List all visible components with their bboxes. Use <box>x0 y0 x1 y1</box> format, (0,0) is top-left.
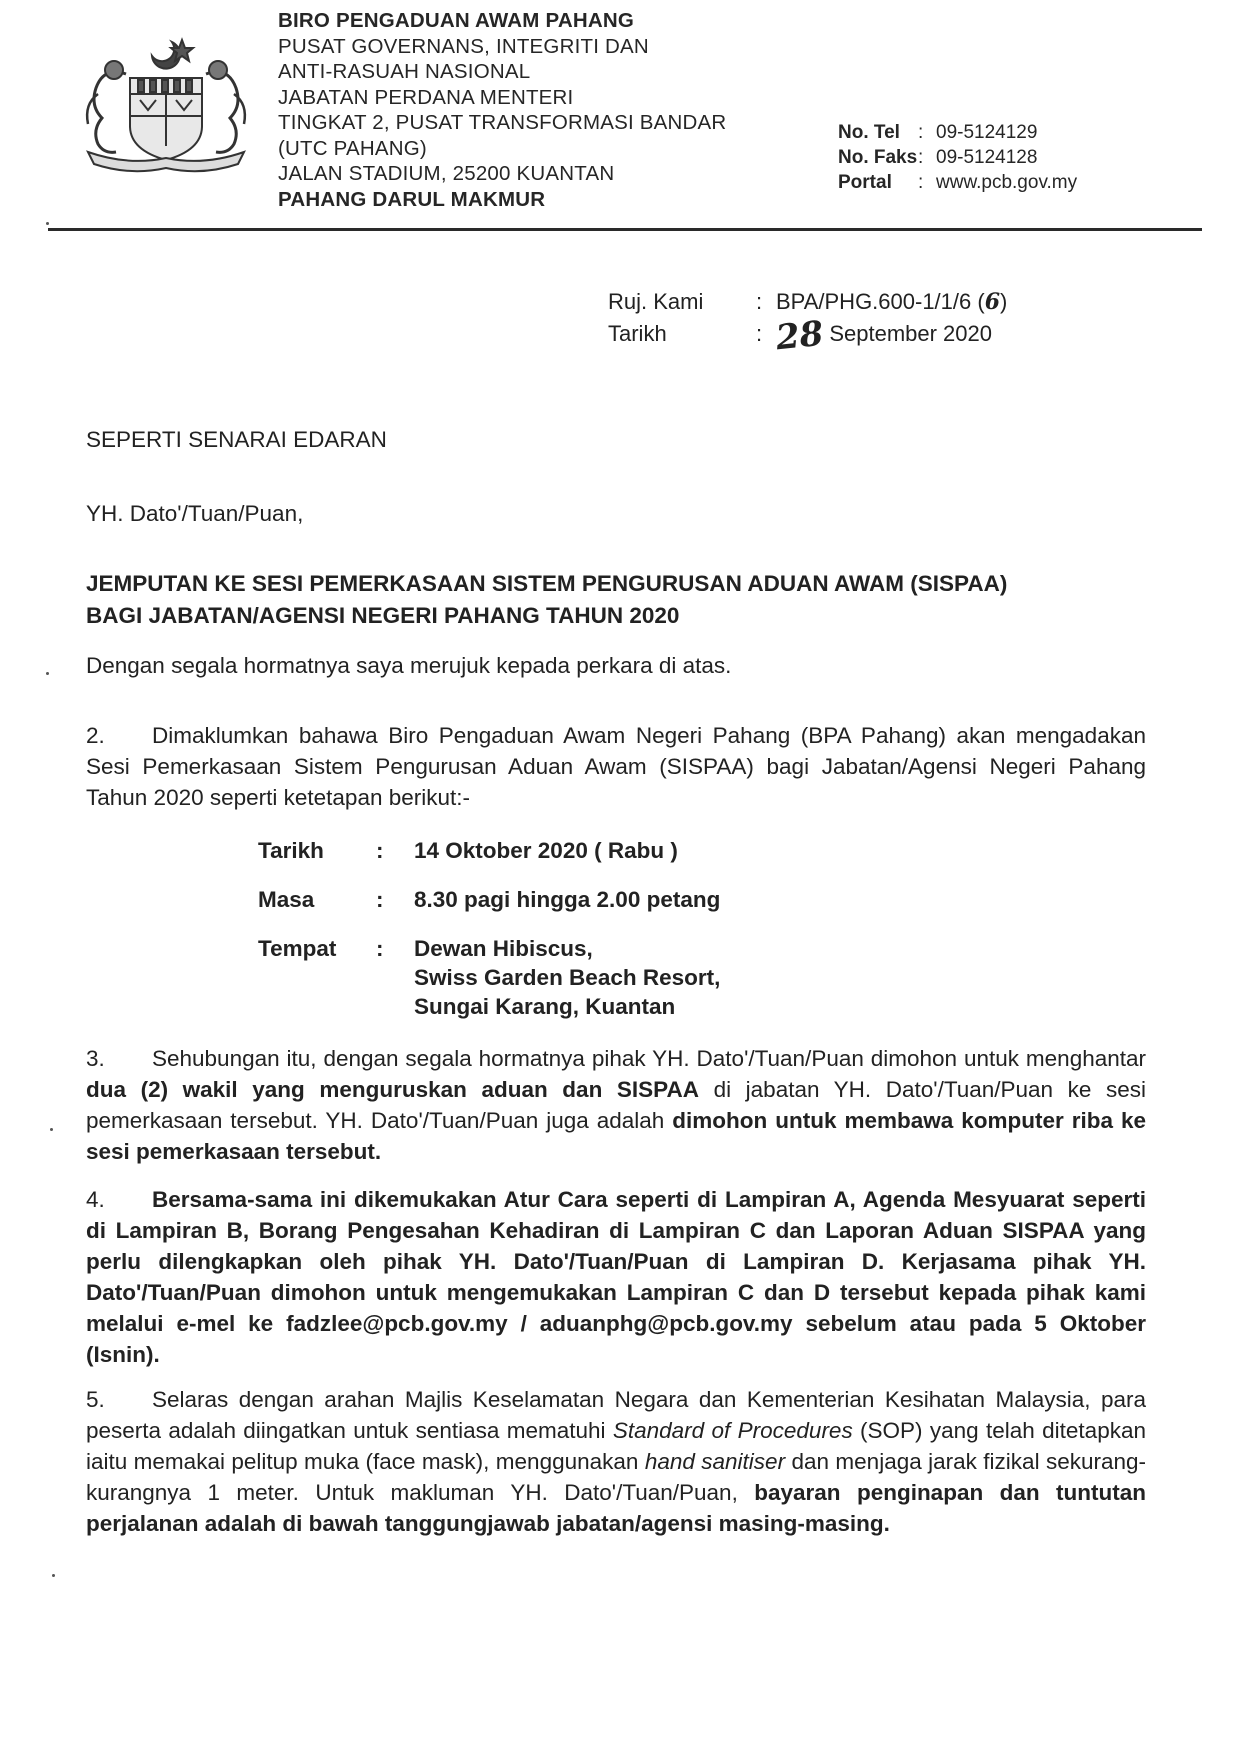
org-line: PUSAT GOVERNANS, INTEGRITI DAN <box>278 34 649 58</box>
org-state: PAHANG DARUL MAKMUR <box>278 187 546 211</box>
emphasis: bayaran penginapan dan tuntutan perjalanan adalah di bawah tanggungjawab jabatan/agensi masing-masing. <box>86 1480 1146 1536</box>
letter-subject <box>86 568 1154 632</box>
separator: : <box>376 887 384 912</box>
paragraph-text: Dimaklumkan bahawa Biro Pengaduan Awam Negeri Pahang (BPA Pahang) akan mengadakan Sesi Pemerkasaan Sistem Pengurusan Aduan Awam (SISPAA) bagi Jabatan/Agensi Negeri Pahang Tahun 2020 seperti ketetapan berikut:- <box>86 723 1146 810</box>
intro-paragraph: Dengan segala hormatnya saya merujuk kepada perkara di atas. <box>86 653 732 678</box>
portal-label: Portal <box>838 172 892 193</box>
italic-term: Standard of Procedures <box>612 1418 853 1443</box>
separator: : <box>376 936 384 961</box>
letterhead-divider <box>48 228 1202 231</box>
reference-block <box>608 286 1008 359</box>
org-line: ANTI-RASUAH NASIONAL <box>278 60 531 83</box>
detail-value: 8.30 pagi hingga 2.00 petang <box>414 887 721 912</box>
date-row <box>608 313 1007 359</box>
reference-row <box>608 286 1007 318</box>
paragraph-number: 3. <box>86 1046 105 1071</box>
scan-speck <box>46 672 49 675</box>
emphasis: dua (2) wakil yang menguruskan aduan dan SISPAA <box>86 1077 699 1102</box>
detail-venue <box>258 934 720 1021</box>
detail-label: Tarikh <box>258 838 324 863</box>
tel-value: 09-5124129 <box>936 122 1038 143</box>
fax-label: No. Faks <box>838 147 918 168</box>
detail-time <box>258 885 720 914</box>
separator: : <box>756 289 763 314</box>
org-line: (UTC PAHANG) <box>278 136 427 160</box>
handwritten-day: 28 <box>774 313 826 359</box>
separator: : <box>756 321 763 346</box>
ref-value: BPA/PHG.600-1/1/6 (6) <box>776 289 1008 315</box>
date-value: 28 September 2020 <box>774 313 992 359</box>
detail-value: 14 Oktober 2020 ( Rabu ) <box>414 838 678 863</box>
paragraph-number: 2. <box>86 723 105 748</box>
paragraph-number: 5. <box>86 1387 105 1412</box>
scan-speck <box>52 1574 55 1577</box>
emphasis: dimohon untuk membawa komputer riba ke sesi pemerkasaan tersebut. <box>86 1108 1146 1164</box>
contact-portal <box>838 170 1077 195</box>
detail-value: Dewan Hibiscus, Swiss Garden Beach Resort, Sungai Karang, Kuantan <box>414 936 721 1019</box>
org-line: JABATAN PERDANA MENTERI <box>278 85 574 109</box>
paragraph-2 <box>86 720 1146 813</box>
paragraph-4 <box>86 1184 1146 1370</box>
paragraph-number: 4. <box>86 1187 105 1212</box>
recipient-heading: SEPERTI SENARAI EDARAN <box>86 427 387 452</box>
date-label: Tarikh <box>608 321 667 346</box>
scan-speck <box>50 1128 53 1131</box>
event-details <box>258 836 720 1021</box>
detail-label: Masa <box>258 887 315 912</box>
org-line: JALAN STADIUM, 25200 KUANTAN <box>278 162 615 185</box>
handwritten-ref-number: 6 <box>984 289 1001 315</box>
org-line: TINGKAT 2, PUSAT TRANSFORMASI BANDAR <box>278 111 727 134</box>
org-name: BIRO PENGADUAN AWAM PAHANG <box>278 9 634 32</box>
separator: : <box>918 147 924 168</box>
portal-value: www.pcb.gov.my <box>936 172 1078 193</box>
contact-fax <box>838 145 1077 170</box>
coat-of-arms-icon <box>78 34 254 174</box>
contact-block <box>838 120 1077 195</box>
detail-date <box>258 836 720 865</box>
salutation: YH. Dato'/Tuan/Puan, <box>86 501 304 526</box>
scan-speck <box>46 222 49 225</box>
tel-label: No. Tel <box>838 122 900 143</box>
subject-line: BAGI JABATAN/AGENSI NEGERI PAHANG TAHUN 2020 <box>86 603 680 628</box>
subject-line: JEMPUTAN KE SESI PEMERKASAAN SISTEM PENGURUSAN ADUAN AWAM (SISPAA) <box>86 571 1008 596</box>
paragraph-5: 5. Selaras dengan arahan Majlis Keselamatan Negara dan Kementerian Kesihatan Malaysia, para peserta adalah diingatkan untuk sentiasa mematuhi Standard of Procedures (SOP) yang telah ditetapkan iaitu memakai pelitup muka (face mask), menggunakan hand sanitiser dan menjaga jarak fizikal sekurang-kurangnya 1 meter. Untuk makluman YH. Dato'/Tuan/Puan, bayaran penginapan dan tuntutan perjalanan adalah di bawah tanggungjawab jabatan/agensi masing-masing. <box>86 1384 1146 1539</box>
fax-value: 09-5124128 <box>936 147 1038 168</box>
separator: : <box>918 122 924 143</box>
italic-term: hand sanitiser <box>644 1449 786 1474</box>
paragraph-3: 3. Sehubungan itu, dengan segala hormatnya pihak YH. Dato'/Tuan/Puan dimohon untuk menghantar dua (2) wakil yang menguruskan aduan dan SISPAA di jabatan YH. Dato'/Tuan/Puan ke sesi pemerkasaan tersebut. YH. Dato'/Tuan/Puan juga adalah dimohon untuk membawa komputer riba ke sesi pemerkasaan tersebut. <box>86 1043 1146 1167</box>
separator: : <box>376 838 384 863</box>
detail-label: Tempat <box>258 936 337 961</box>
separator: : <box>918 172 924 193</box>
contact-tel <box>838 120 1077 145</box>
paragraph-text: Bersama-sama ini dikemukakan Atur Cara seperti di Lampiran A, Agenda Mesyuarat seperti di Lampiran B, Borang Pengesahan Kehadiran di Lampiran C dan Laporan Aduan SISPAA yang perlu dilengkapkan oleh pihak YH. Dato'/Tuan/Puan di Lampiran D. Kerjasama pihak YH. Dato'/Tuan/Puan dimohon untuk mengemukakan Lampiran C dan D tersebut kepada pihak kami melalui e-mel ke fadzlee@pcb.gov.my / aduanphg@pcb.gov.my sebelum atau pada 5 Oktober (Isnin). <box>86 1187 1146 1367</box>
ref-label: Ruj. Kami <box>608 289 704 314</box>
organization-address <box>278 8 726 212</box>
